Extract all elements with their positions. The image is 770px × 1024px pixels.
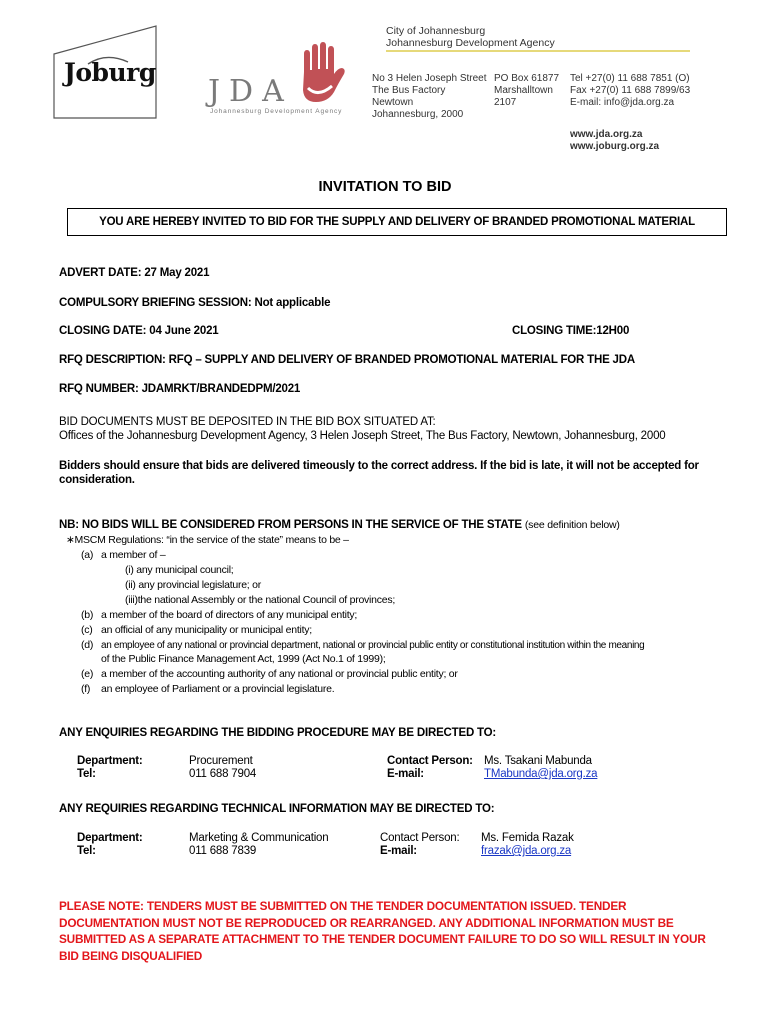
tel-value: 011 688 7904 <box>189 768 257 780</box>
contact-label: Contact Person: <box>387 755 473 767</box>
timeous-notice-cont: consideration. <box>59 474 135 486</box>
dept-value: Procurement <box>189 755 253 767</box>
deposit-address: Offices of the Johannesburg Development Agency, 3 Helen Joseph Street, The Bus Factory, Newtown, Johannesburg, 2000 <box>59 430 666 442</box>
mscm-item: an employee of Parliament or a provincial legislature. <box>101 683 335 695</box>
contact-line: Tel +27(0) 11 688 7851 (O) <box>570 73 690 84</box>
mscm-marker: (e) <box>81 668 94 680</box>
mscm-marker: (f) <box>81 683 91 695</box>
nb-heading: NB: NO BIDS WILL BE CONSIDERED FROM PERSONS IN THE SERVICE OF THE STATE <box>59 519 522 531</box>
contact-block <box>570 73 690 109</box>
contact-line: Fax +27(0) 11 688 7899/63 <box>570 85 691 96</box>
enquiries-heading: ANY ENQUIRIES REGARDING THE BIDDING PROCEDURE MAY BE DIRECTED TO: <box>59 727 497 739</box>
mscm-intro: ∗MSCM Regulations: “in the service of the state” means to be – <box>66 534 349 546</box>
website-link[interactable]: www.jda.org.za <box>570 129 643 140</box>
invitation-banner-text: YOU ARE HEREBY INVITED TO BID FOR THE SUPPLY AND DELIVERY OF BRANDED PROMOTIONAL MATERIAL <box>99 216 695 228</box>
tel-label: Tel: <box>77 845 96 857</box>
dept-label: Department: <box>77 832 143 844</box>
address-line: No 3 Helen Joseph Street <box>372 73 487 84</box>
jda-logo-subtitle: Johannesburg Development Agency <box>210 108 343 115</box>
pobox-line: 2107 <box>494 97 517 108</box>
agency-name: Johannesburg Development Agency <box>386 37 555 49</box>
pobox-block <box>494 73 559 109</box>
closing-date: CLOSING DATE: 04 June 2021 <box>59 325 219 337</box>
email-label: E-mail: <box>387 768 424 780</box>
address-line: Newtown <box>372 97 414 108</box>
mscm-item: an employee of any national or provincial department, national or provincial public entity or constitutional institution within the meaning <box>101 640 645 651</box>
mscm-marker: (d) <box>81 639 94 651</box>
pobox-line: Marshalltown <box>494 85 553 96</box>
tel-value: 011 688 7839 <box>189 845 257 857</box>
mscm-sub-item: (ii) any provincial legislature; or <box>125 579 261 591</box>
timeous-notice: Bidders should ensure that bids are delivered timeously to the correct address. If the bid is late, it will not be accepted for <box>59 460 699 472</box>
mscm-item-cont: of the Public Finance Management Act, 1999 (Act No.1 of 1999); <box>101 653 386 665</box>
email-link[interactable]: TMabunda@jda.org.za <box>484 768 598 780</box>
dept-label: Department: <box>77 755 143 767</box>
email-link[interactable]: frazak@jda.org.za <box>481 845 572 857</box>
briefing-session: COMPULSORY BRIEFING SESSION: Not applicable <box>59 297 331 309</box>
contact-label: Contact Person: <box>380 832 460 844</box>
nb-note: (see definition below) <box>524 519 620 531</box>
address-block <box>372 73 487 121</box>
tel-label: Tel: <box>77 768 96 780</box>
header-rule <box>386 50 690 52</box>
rfq-description: RFQ DESCRIPTION: RFQ – SUPPLY AND DELIVERY OF BRANDED PROMOTIONAL MATERIAL FOR THE JDA <box>59 354 635 366</box>
email-label: E-mail: <box>380 845 417 857</box>
mscm-marker: (c) <box>81 624 93 636</box>
mscm-item: a member of the accounting authority of any national or provincial public entity; or <box>101 668 458 680</box>
website-block <box>570 129 659 153</box>
submission-notice <box>59 898 719 964</box>
mscm-sub-item: (iii)the national Assembly or the national Council of provinces; <box>125 594 395 606</box>
mscm-marker: (b) <box>81 609 94 621</box>
jda-logo-text: JDA <box>208 74 293 109</box>
joburg-logo <box>52 24 160 120</box>
nb-line <box>59 518 620 532</box>
pobox-line: PO Box 61877 <box>494 73 560 84</box>
rfq-number: RFQ NUMBER: JDAMRKT/BRANDEDPM/2021 <box>59 383 301 395</box>
notice-line: PLEASE NOTE: TENDERS MUST BE SUBMITTED ON THE TENDER DOCUMENTATION ISSUED. TENDER <box>59 899 627 913</box>
joburg-logo-text: Joburg <box>64 58 156 87</box>
mscm-item: a member of – <box>101 549 166 561</box>
notice-line: BID BEING DISQUALIFIED <box>59 948 203 963</box>
notice-line: SUBMITTED AS A SEPARATE ATTACHMENT TO THE TENDER DOCUMENT FAILURE TO DO SO WILL RESULT IN YOUR <box>59 932 706 946</box>
invitation-banner <box>67 208 727 236</box>
advert-date: ADVERT DATE: 27 May 2021 <box>59 267 210 279</box>
website-link[interactable]: www.joburg.org.za <box>570 141 660 152</box>
org-name: City of Johannesburg <box>386 25 486 37</box>
mscm-item: a member of the board of directors of any municipal entity; <box>101 609 358 621</box>
page-title: INVITATION TO BID <box>318 179 452 195</box>
jda-logo <box>208 42 353 120</box>
mscm-sub-item: (i) any municipal council; <box>125 564 234 576</box>
contact-line: E-mail: info@jda.org.za <box>570 97 675 108</box>
closing-time: CLOSING TIME:12H00 <box>512 325 630 337</box>
contact-value: Ms. Tsakani Mabunda <box>484 755 592 767</box>
jda-hand-icon <box>298 42 348 104</box>
mscm-marker: (a) <box>81 549 94 561</box>
deposit-heading: BID DOCUMENTS MUST BE DEPOSITED IN THE BID BOX SITUATED AT: <box>59 416 436 428</box>
notice-line: DOCUMENTATION MUST NOT BE REPRODUCED OR REARRANGED. ANY ADDITIONAL INFORMATION MUST BE <box>59 915 674 930</box>
dept-value: Marketing & Communication <box>189 832 329 844</box>
mscm-item: an official of any municipality or municipal entity; <box>101 624 312 636</box>
contact-value: Ms. Femida Razak <box>481 832 574 844</box>
technical-heading: ANY REQUIRIES REGARDING TECHNICAL INFORMATION MAY BE DIRECTED TO: <box>59 803 495 815</box>
address-line: The Bus Factory <box>372 85 446 96</box>
address-line: Johannesburg, 2000 <box>372 109 464 120</box>
